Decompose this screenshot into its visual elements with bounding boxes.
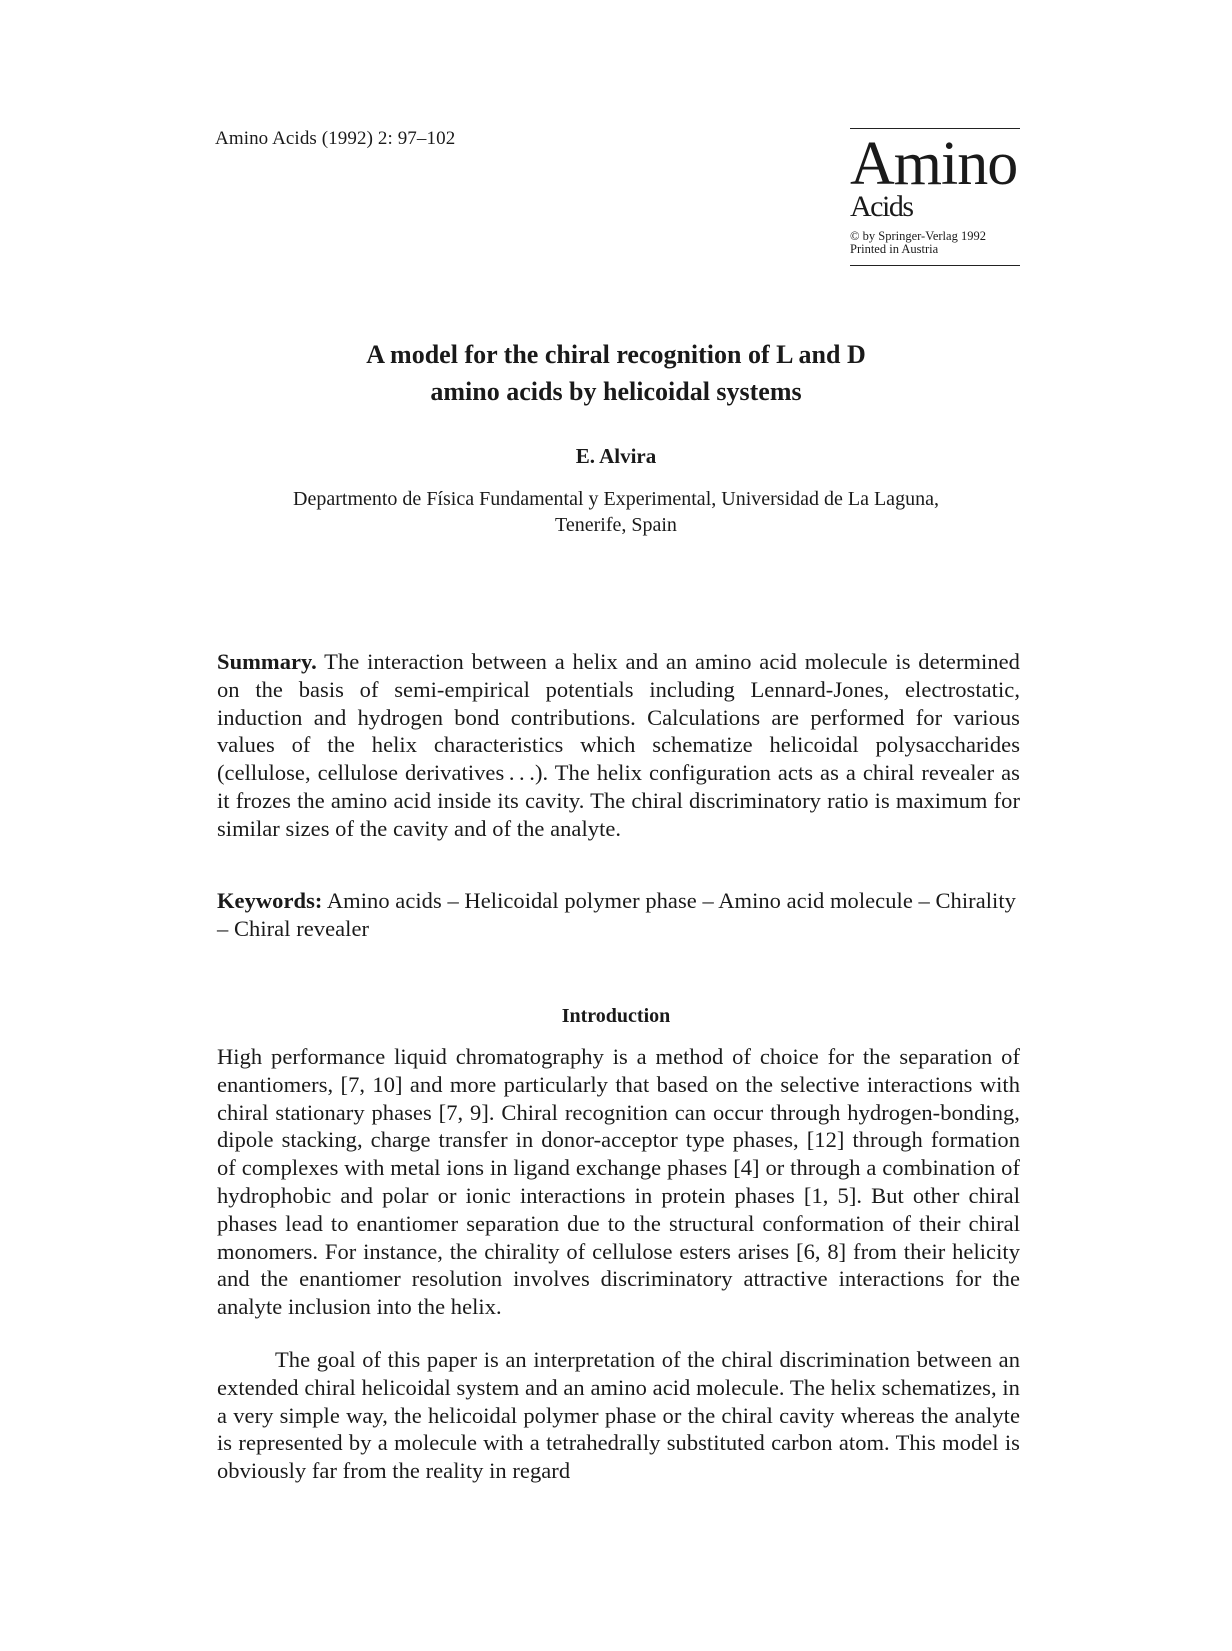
- logo-copyright: © by Springer-Verlag 1992: [850, 229, 986, 243]
- article-title-line1: A model for the chiral recognition of L and D: [366, 340, 866, 369]
- intro-paragraph-2: The goal of this paper is an interpretation of the chiral discrimination between an extended chiral helicoidal system and an amino acid molecule. The helix schematizes, in a very simple way, the helicoidal polymer phase or the chiral cavity whereas the analyte is represented by a molecule with a tetrahedrally substituted carbon atom. This model is obviously far from the reality in regard: [217, 1347, 1020, 1484]
- article-author: E. Alvira: [575, 444, 657, 468]
- journal-logo: [850, 128, 1020, 266]
- keywords-label: Keywords:: [217, 888, 323, 913]
- article-affiliation: [0, 486, 1232, 538]
- section-heading-introduction: Introduction: [561, 1005, 671, 1027]
- logo-printed: Printed in Austria: [850, 242, 939, 256]
- keywords-text: Amino acids – Helicoidal polymer phase – Amino acid molecule – Chirality – Chiral revealer: [217, 888, 1016, 941]
- summary-text: The interaction between a helix and an amino acid molecule is determined on the basis of semi-empirical potentials including Lennard-Jones, electrostatic, induction and hydrogen bond contributions. Calculations are performed for various values of the helix characteristics which schematize helicoidal polysaccharides (cellulose, cellulose derivatives . . .). The helix configuration acts as a chiral revealer as it frozes the amino acid inside its cavity. The chiral discriminatory ratio is maximum for similar sizes of the cavity and of the analyte.: [217, 649, 1020, 841]
- logo-title: Amino: [850, 130, 1018, 198]
- summary-paragraph: [217, 648, 1020, 843]
- affiliation-line2: Tenerife, Spain: [555, 514, 677, 536]
- article-title: [0, 336, 1232, 410]
- summary-label: Summary.: [217, 649, 317, 674]
- article-title-line2: amino acids by helicoidal systems: [430, 377, 802, 406]
- affiliation-line1: Departmento de Física Fundamental y Experimental, Universidad de La Laguna,: [293, 488, 939, 510]
- keywords-paragraph: [217, 887, 1020, 943]
- logo-subtitle: Acids: [850, 190, 913, 223]
- logo-copyright-block: [850, 230, 1020, 256]
- intro-paragraph-1: High performance liquid chromatography is a method of choice for the separation of enantiomers, [7, 10] and more particularly that based on the selective interactions with chiral stationary phases [7, 9]. Chiral recognition can occur through hydrogen-bonding, dipole stacking, charge transfer in donor-acceptor type phases, [12] through formation of complexes with metal ions in ligand exchange phases [4] or through a combination of hydrophobic and polar or ionic interactions in protein phases [1, 5]. But other chiral phases lead to enantiomer separation due to the structural conformation of their chiral monomers. For instance, the chirality of cellulose esters arises [6, 8] from their helicity and the enantiomer resolution involves discriminatory attractive interactions for the analyte inclusion into the helix.: [217, 1044, 1020, 1320]
- journal-citation: Amino Acids (1992) 2: 97–102: [215, 128, 456, 149]
